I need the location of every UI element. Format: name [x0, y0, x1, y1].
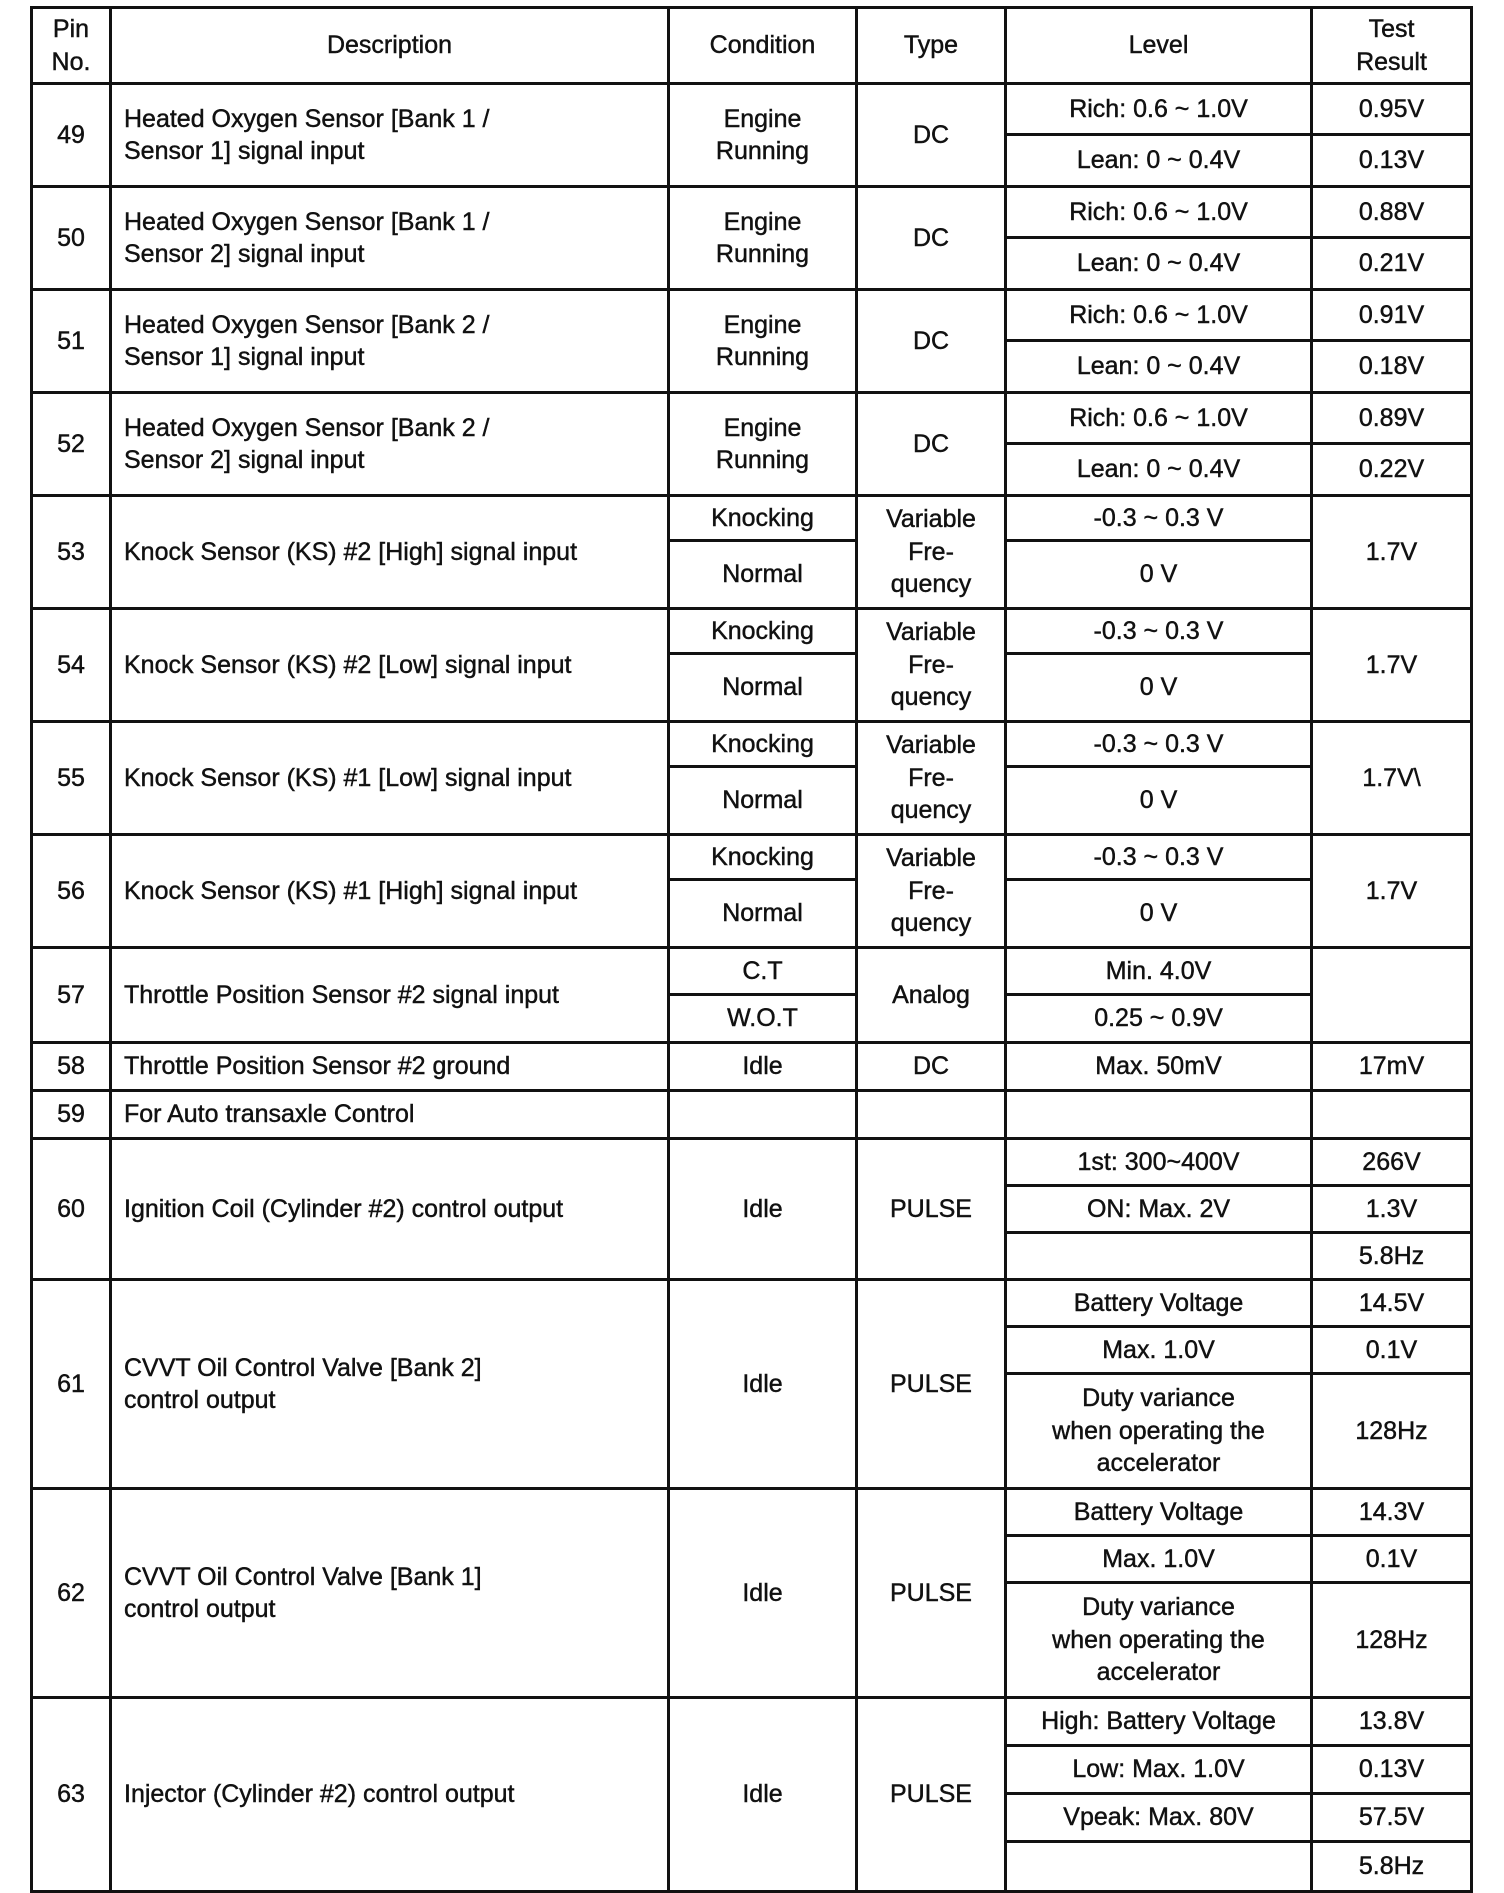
condition: Knocking: [669, 609, 857, 654]
test-result: 1.7V: [1312, 609, 1472, 722]
description: CVVT Oil Control Valve [Bank 1] control output: [111, 1489, 669, 1698]
pin-number: 51: [32, 290, 111, 393]
test-result: 1.3V: [1312, 1186, 1472, 1233]
description: Heated Oxygen Sensor [Bank 2 / Sensor 2] signal input: [111, 393, 669, 496]
signal-type: DC: [857, 187, 1006, 290]
description: Knock Sensor (KS) #2 [High] signal input: [111, 496, 669, 609]
test-result: 17mV: [1312, 1043, 1472, 1091]
level: Battery Voltage: [1006, 1489, 1312, 1536]
test-result: 14.5V: [1312, 1280, 1472, 1327]
description: CVVT Oil Control Valve [Bank 2] control output: [111, 1280, 669, 1489]
pin-number: 57: [32, 948, 111, 1043]
test-result: 0.88V: [1312, 187, 1472, 238]
condition: C.T: [669, 948, 857, 995]
test-result: 0.89V: [1312, 393, 1472, 444]
pin-number: 61: [32, 1280, 111, 1489]
signal-type: Variable Fre- quency: [857, 609, 1006, 722]
table-row: [32, 393, 1472, 444]
pin-number: 63: [32, 1698, 111, 1892]
pin-number: 53: [32, 496, 111, 609]
condition: Normal: [669, 541, 857, 609]
test-result: 5.8Hz: [1312, 1233, 1472, 1280]
level: Rich: 0.6 ~ 1.0V: [1006, 393, 1312, 444]
condition: [669, 1091, 857, 1139]
test-result: 0.13V: [1312, 135, 1472, 187]
header-condition: Condition: [669, 8, 857, 84]
signal-type: DC: [857, 290, 1006, 393]
condition: Normal: [669, 880, 857, 948]
signal-type: PULSE: [857, 1280, 1006, 1489]
table-row: [32, 609, 1472, 654]
description: Throttle Position Sensor #2 ground: [111, 1043, 669, 1091]
level: 0 V: [1006, 541, 1312, 609]
description: Heated Oxygen Sensor [Bank 1 / Sensor 1] signal input: [111, 84, 669, 187]
table-row: [32, 1091, 1472, 1139]
header-pin: Pin No.: [32, 8, 111, 84]
description: For Auto transaxle Control: [111, 1091, 669, 1139]
level: Vpeak: Max. 80V: [1006, 1794, 1312, 1842]
condition: Engine Running: [669, 393, 857, 496]
description: Knock Sensor (KS) #2 [Low] signal input: [111, 609, 669, 722]
condition: Knocking: [669, 835, 857, 880]
level: Lean: 0 ~ 0.4V: [1006, 341, 1312, 393]
level: Duty variance when operating the accelerator: [1006, 1583, 1312, 1698]
pin-number: 56: [32, 835, 111, 948]
level: Lean: 0 ~ 0.4V: [1006, 444, 1312, 496]
pin-number: 59: [32, 1091, 111, 1139]
level: Low: Max. 1.0V: [1006, 1746, 1312, 1794]
test-result: 1.7V: [1312, 496, 1472, 609]
level: Max. 50mV: [1006, 1043, 1312, 1091]
table-row: [32, 496, 1472, 541]
header-row: [32, 8, 1472, 84]
header-level: Level: [1006, 8, 1312, 84]
test-result: 5.8Hz: [1312, 1842, 1472, 1892]
table-row: [32, 1489, 1472, 1536]
condition: Normal: [669, 767, 857, 835]
header-type: Type: [857, 8, 1006, 84]
pin-number: 50: [32, 187, 111, 290]
level: Max. 1.0V: [1006, 1536, 1312, 1583]
test-result: 0.1V: [1312, 1536, 1472, 1583]
condition: Idle: [669, 1698, 857, 1892]
test-result: 0.91V: [1312, 290, 1472, 341]
table-row: [32, 835, 1472, 880]
test-result: 1.7V\: [1312, 722, 1472, 835]
level: -0.3 ~ 0.3 V: [1006, 609, 1312, 654]
condition: Engine Running: [669, 290, 857, 393]
signal-type: Variable Fre- quency: [857, 722, 1006, 835]
pin-number: 60: [32, 1139, 111, 1280]
condition: Idle: [669, 1489, 857, 1698]
test-result: 1.7V: [1312, 835, 1472, 948]
description: Injector (Cylinder #2) control output: [111, 1698, 669, 1892]
test-result: 128Hz: [1312, 1374, 1472, 1489]
level: ON: Max. 2V: [1006, 1186, 1312, 1233]
test-result: 13.8V: [1312, 1698, 1472, 1746]
table-row: [32, 1698, 1472, 1746]
test-result: 128Hz: [1312, 1583, 1472, 1698]
test-result: 266V: [1312, 1139, 1472, 1186]
pin-number: 55: [32, 722, 111, 835]
condition: W.O.T: [669, 995, 857, 1043]
condition: Idle: [669, 1043, 857, 1091]
table-row: [32, 948, 1472, 995]
signal-type: Analog: [857, 948, 1006, 1043]
table-row: [32, 290, 1472, 341]
level: Rich: 0.6 ~ 1.0V: [1006, 290, 1312, 341]
description: Heated Oxygen Sensor [Bank 2 / Sensor 1] signal input: [111, 290, 669, 393]
test-result: 0.22V: [1312, 444, 1472, 496]
condition: Engine Running: [669, 187, 857, 290]
table-row: [32, 1043, 1472, 1091]
header-description: Description: [111, 8, 669, 84]
test-result: 0.95V: [1312, 84, 1472, 135]
level: -0.3 ~ 0.3 V: [1006, 496, 1312, 541]
condition: Knocking: [669, 722, 857, 767]
signal-type: Variable Fre- quency: [857, 835, 1006, 948]
test-result: [1312, 1091, 1472, 1139]
test-result: 0.18V: [1312, 341, 1472, 393]
condition: Knocking: [669, 496, 857, 541]
level: Duty variance when operating the accelerator: [1006, 1374, 1312, 1489]
description: Heated Oxygen Sensor [Bank 1 / Sensor 2] signal input: [111, 187, 669, 290]
level: Rich: 0.6 ~ 1.0V: [1006, 84, 1312, 135]
signal-type: Variable Fre- quency: [857, 496, 1006, 609]
level: [1006, 1233, 1312, 1280]
condition: Idle: [669, 1139, 857, 1280]
level: Battery Voltage: [1006, 1280, 1312, 1327]
test-result: 0.1V: [1312, 1327, 1472, 1374]
level: -0.3 ~ 0.3 V: [1006, 722, 1312, 767]
description: Knock Sensor (KS) #1 [Low] signal input: [111, 722, 669, 835]
pin-number: 54: [32, 609, 111, 722]
condition: Idle: [669, 1280, 857, 1489]
level: 0 V: [1006, 654, 1312, 722]
table-row: [32, 1139, 1472, 1186]
description: Ignition Coil (Cylinder #2) control output: [111, 1139, 669, 1280]
pin-number: 52: [32, 393, 111, 496]
table-row: [32, 84, 1472, 135]
signal-type: PULSE: [857, 1139, 1006, 1280]
signal-type: PULSE: [857, 1489, 1006, 1698]
level: 0 V: [1006, 880, 1312, 948]
level: [1006, 1091, 1312, 1139]
level: Max. 1.0V: [1006, 1327, 1312, 1374]
table-row: [32, 187, 1472, 238]
level: 1st: 300~400V: [1006, 1139, 1312, 1186]
signal-type: PULSE: [857, 1698, 1006, 1892]
level: 0 V: [1006, 767, 1312, 835]
level: 0.25 ~ 0.9V: [1006, 995, 1312, 1043]
signal-type: [857, 1091, 1006, 1139]
description: Knock Sensor (KS) #1 [High] signal input: [111, 835, 669, 948]
level: -0.3 ~ 0.3 V: [1006, 835, 1312, 880]
test-result: 57.5V: [1312, 1794, 1472, 1842]
level: Lean: 0 ~ 0.4V: [1006, 238, 1312, 290]
level: Rich: 0.6 ~ 1.0V: [1006, 187, 1312, 238]
pin-test-table: [30, 6, 1473, 1893]
signal-type: DC: [857, 393, 1006, 496]
signal-type: DC: [857, 1043, 1006, 1091]
table-row: [32, 1280, 1472, 1327]
condition: Normal: [669, 654, 857, 722]
pin-number: 62: [32, 1489, 111, 1698]
level: Lean: 0 ~ 0.4V: [1006, 135, 1312, 187]
table-row: [32, 722, 1472, 767]
header-result: Test Result: [1312, 8, 1472, 84]
level: Min. 4.0V: [1006, 948, 1312, 995]
signal-type: DC: [857, 84, 1006, 187]
test-result: 0.21V: [1312, 238, 1472, 290]
level: [1006, 1842, 1312, 1892]
test-result: 14.3V: [1312, 1489, 1472, 1536]
test-result: 0.13V: [1312, 1746, 1472, 1794]
condition: Engine Running: [669, 84, 857, 187]
description: Throttle Position Sensor #2 signal input: [111, 948, 669, 1043]
pin-number: 58: [32, 1043, 111, 1091]
level: High: Battery Voltage: [1006, 1698, 1312, 1746]
pin-number: 49: [32, 84, 111, 187]
test-result: [1312, 948, 1472, 1043]
